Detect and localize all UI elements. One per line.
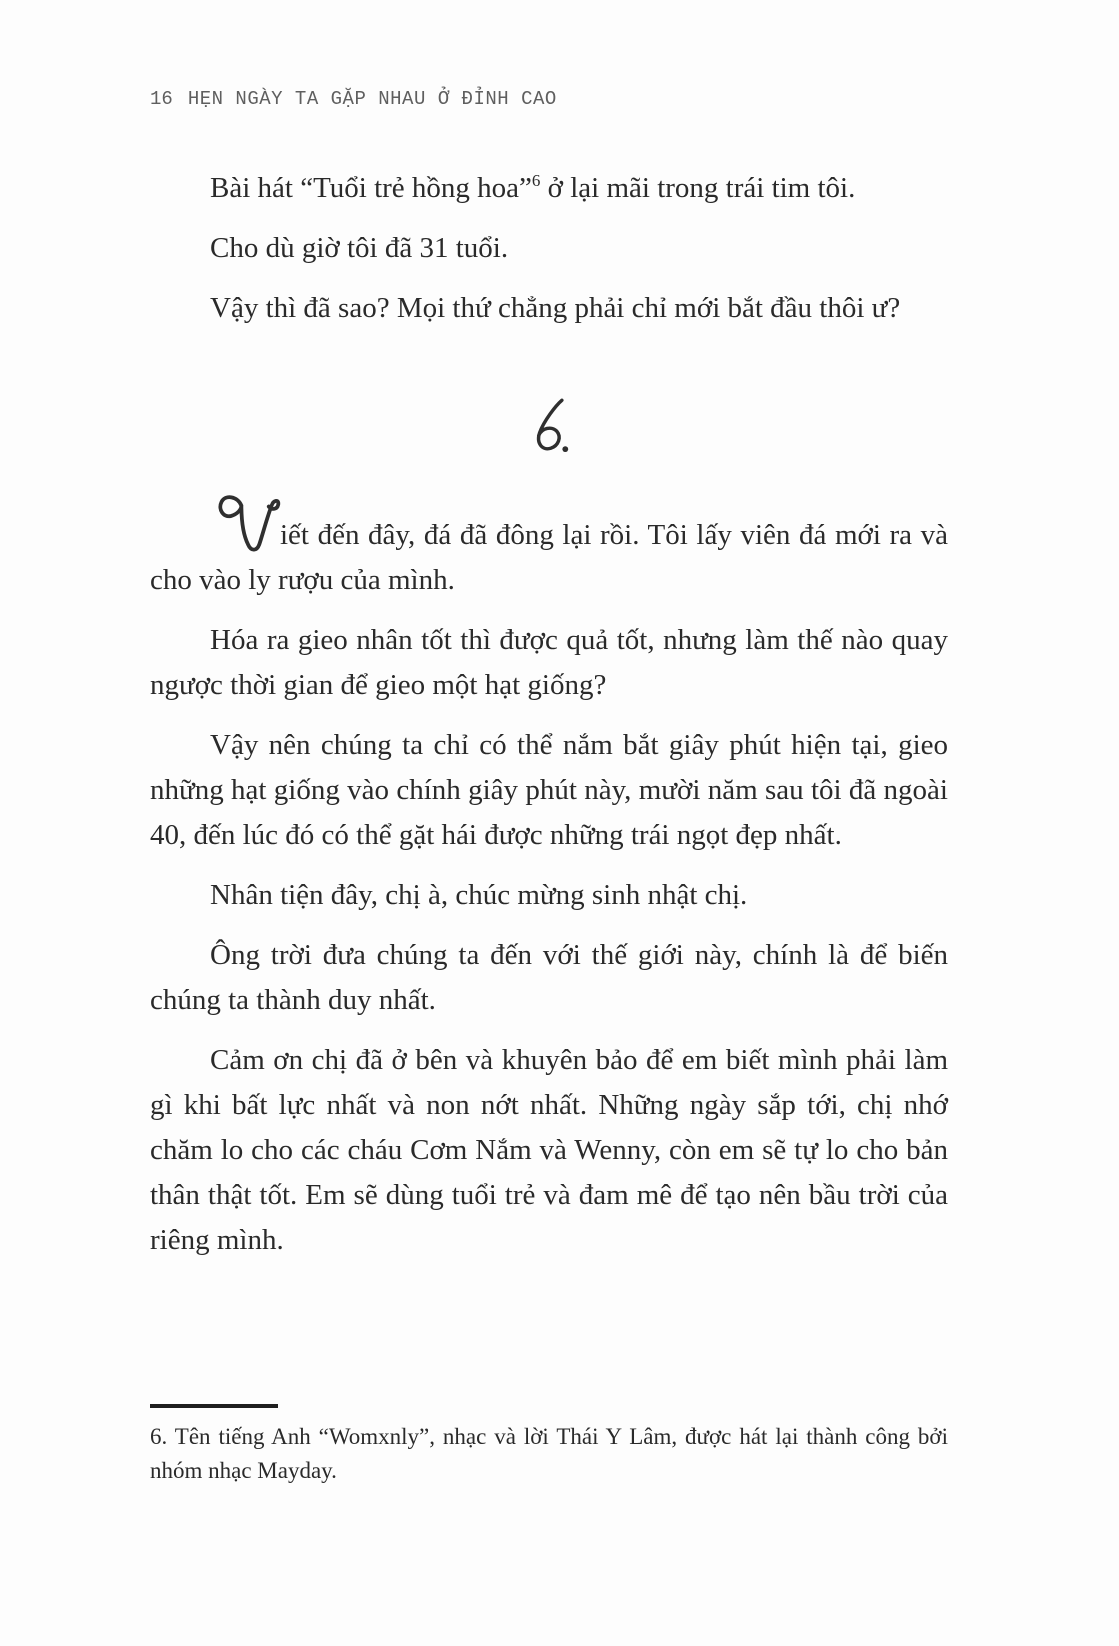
paragraph: Vậy nên chúng ta chỉ có thể nắm bắt giây phút hiện tại, gieo những hạt giống vào chính giây phút này, mười năm sau tôi đã ngoài 40, đến lúc đó có thể gặt hái được những trái ngọt đẹp nhất. [150, 729, 948, 851]
body-text [150, 166, 948, 1263]
paragraph: Hóa ra gieo nhân tốt thì được quả tốt, nhưng làm thế nào quay ngược thời gian để gieo một hạt giống? [150, 624, 948, 701]
footnote [150, 1420, 948, 1488]
footnote-rule [150, 1404, 278, 1408]
script-numeral-6-icon [525, 395, 573, 457]
paragraph-text: iết đến đây, đá đã đông lại rồi. Tôi lấy viên đá mới ra và cho vào ly rượu của mình. [150, 519, 948, 596]
page-number: 16 [150, 88, 173, 110]
footnote-text: Tên tiếng Anh “Womxnly”, nhạc và lời Thái Y Lâm, được hát lại thành công bởi nhóm nhạc Mayday. [150, 1424, 948, 1483]
drop-cap-v-icon [214, 493, 282, 556]
paragraph: Vậy thì đã sao? Mọi thứ chẳng phải chỉ mới bắt đầu thôi ư? [210, 292, 901, 324]
paragraph-text: ở lại mãi trong trái tim tôi. [540, 172, 856, 204]
footnote-reference: 6 [531, 171, 541, 190]
paragraph [150, 166, 948, 211]
footnote-area [150, 1404, 948, 1488]
footnote-marker: 6. [150, 1424, 168, 1449]
paragraph: Ông trời đưa chúng ta đến với thế giới này, chính là để biến chúng ta thành duy nhất. [150, 939, 948, 1016]
paragraph [150, 513, 948, 603]
paragraph: Cho dù giờ tôi đã 31 tuổi. [210, 232, 509, 264]
paragraph-text: Bài hát “Tuổi trẻ hồng hoa” [210, 172, 532, 204]
paragraph: Nhân tiện đây, chị à, chúc mừng sinh nhật chị. [210, 879, 748, 911]
running-title: HẸN NGÀY TA GẶP NHAU Ở ĐỈNH CAO [187, 88, 557, 110]
section-number [150, 395, 948, 457]
paragraph: Cảm ơn chị đã ở bên và khuyên bảo để em biết mình phải làm gì khi bất lực nhất và non nớt nhất. Những ngày sắp tới, chị nhớ chăm lo cho các cháu Cơm Nắm và Wenny, còn em sẽ tự lo cho bản thân thật tốt. Em sẽ dùng tuổi trẻ và đam mê để tạo nên bầu trời của riêng mình. [150, 1044, 948, 1256]
running-header [150, 88, 948, 110]
